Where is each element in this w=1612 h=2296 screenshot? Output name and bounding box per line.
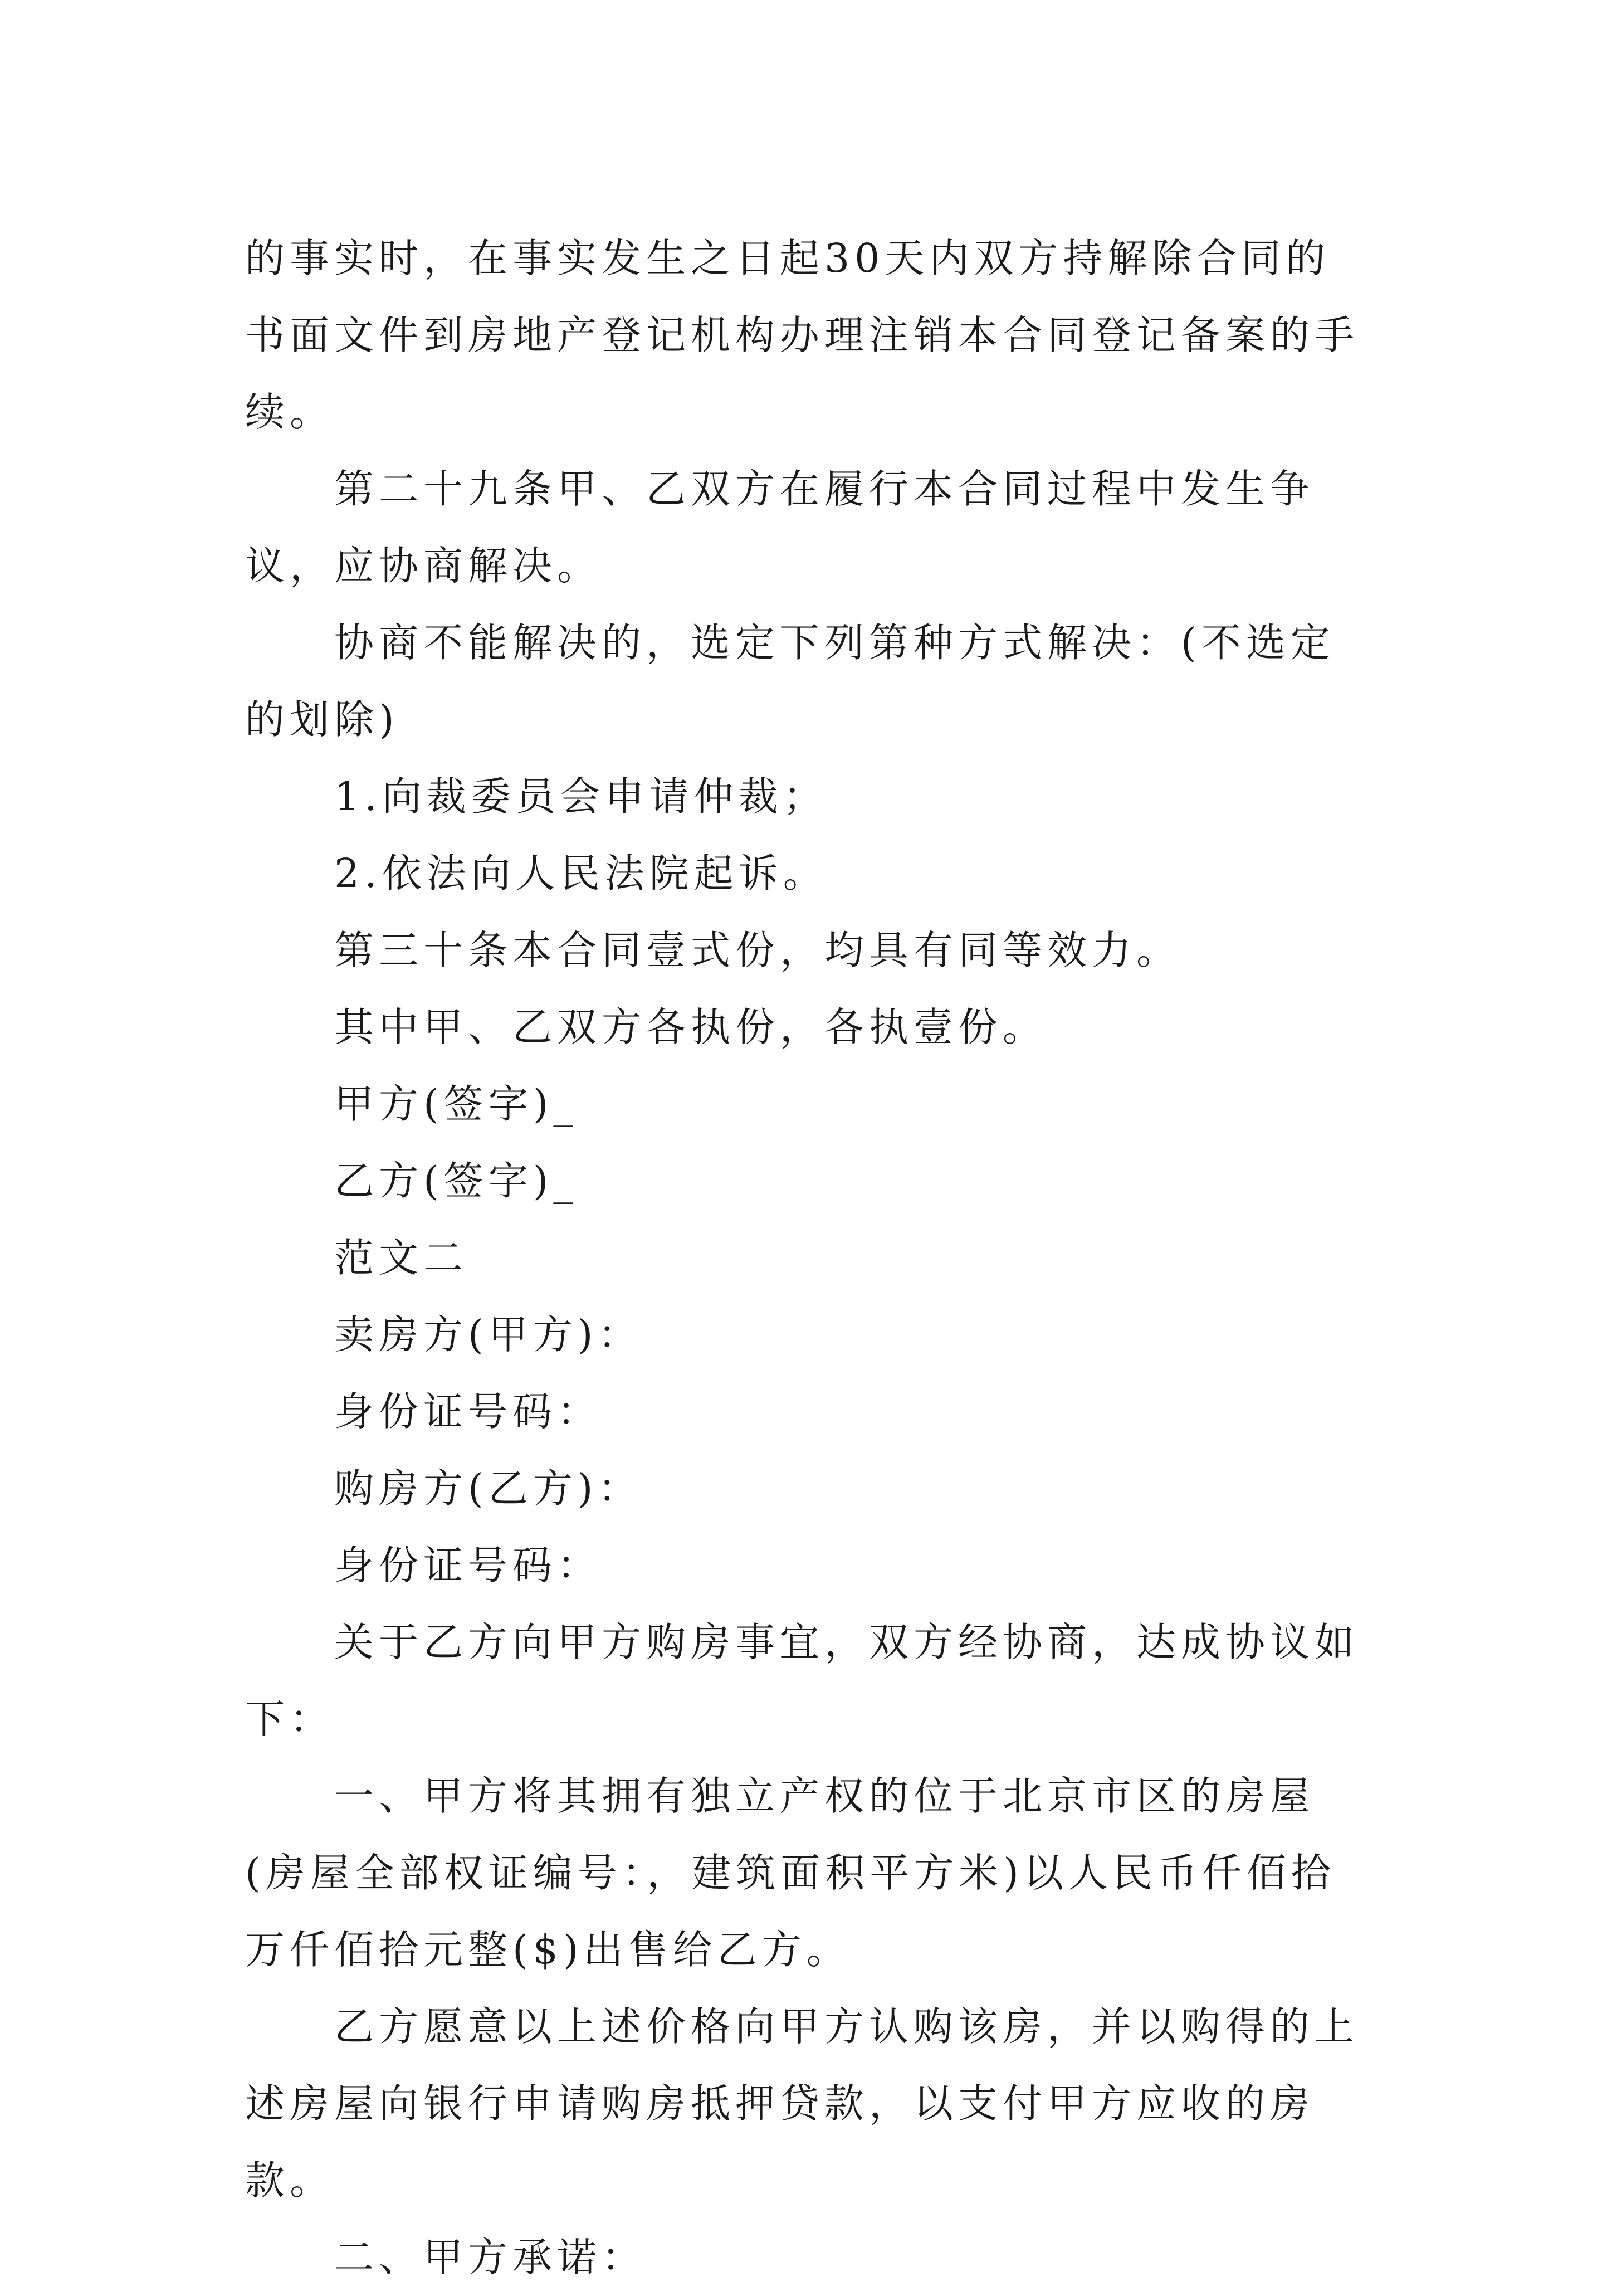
paragraph-clause-two: 二、甲方承诺： bbox=[334, 2234, 647, 2280]
signature-party-b: 乙方(签字)_ bbox=[334, 1158, 578, 1204]
field-seller: 卖房方(甲方)： bbox=[334, 1312, 643, 1358]
section-heading-sample-two: 范文二 bbox=[334, 1235, 468, 1281]
field-buyer-id: 身份证号码： bbox=[334, 1542, 602, 1588]
paragraph-buyer-intent: 乙方愿意以上述价格向甲方认购该房，并以购得的上述房屋向银行申请购房抵押贷款，以支付甲方应收的房款。 bbox=[245, 2003, 1360, 2204]
paragraph-option-arbitration: 1.向裁委员会申请仲裁； bbox=[334, 773, 828, 820]
paragraph-continued-clause: 的事实时，在事实发生之日起30天内双方持解除合同的书面文件到房地产登记机构办理注销本合同登记备案的手续。 bbox=[245, 235, 1360, 435]
field-buyer: 购房方(乙方)： bbox=[334, 1465, 643, 1512]
paragraph-option-court: 2.依法向人民法院起诉。 bbox=[334, 850, 828, 896]
field-seller-id: 身份证号码： bbox=[334, 1388, 602, 1435]
paragraph-article-30: 第三十条本合同壹式份，均具有同等效力。 bbox=[334, 927, 1181, 973]
signature-party-a: 甲方(签字)_ bbox=[334, 1081, 578, 1127]
paragraph-copies: 其中甲、乙双方各执份，各执壹份。 bbox=[334, 1004, 1048, 1050]
paragraph-agreement-intro: 关于乙方向甲方购房事宜，双方经协商，达成协议如下： bbox=[245, 1619, 1360, 1742]
paragraph-dispute-options: 协商不能解决的，选定下列第种方式解决：(不选定的划除) bbox=[245, 620, 1335, 743]
paragraph-article-29: 第二十九条甲、乙双方在履行本合同过程中发生争议，应协商解决。 bbox=[245, 466, 1315, 589]
paragraph-clause-one: 一、甲方将其拥有独立产权的位于北京市区的房屋(房屋全部权证编号：，建筑面积平方米)以人民币仟佰拾万仟佰拾元整($)出售给乙方。 bbox=[245, 1773, 1336, 1973]
document-body bbox=[245, 220, 1370, 2296]
